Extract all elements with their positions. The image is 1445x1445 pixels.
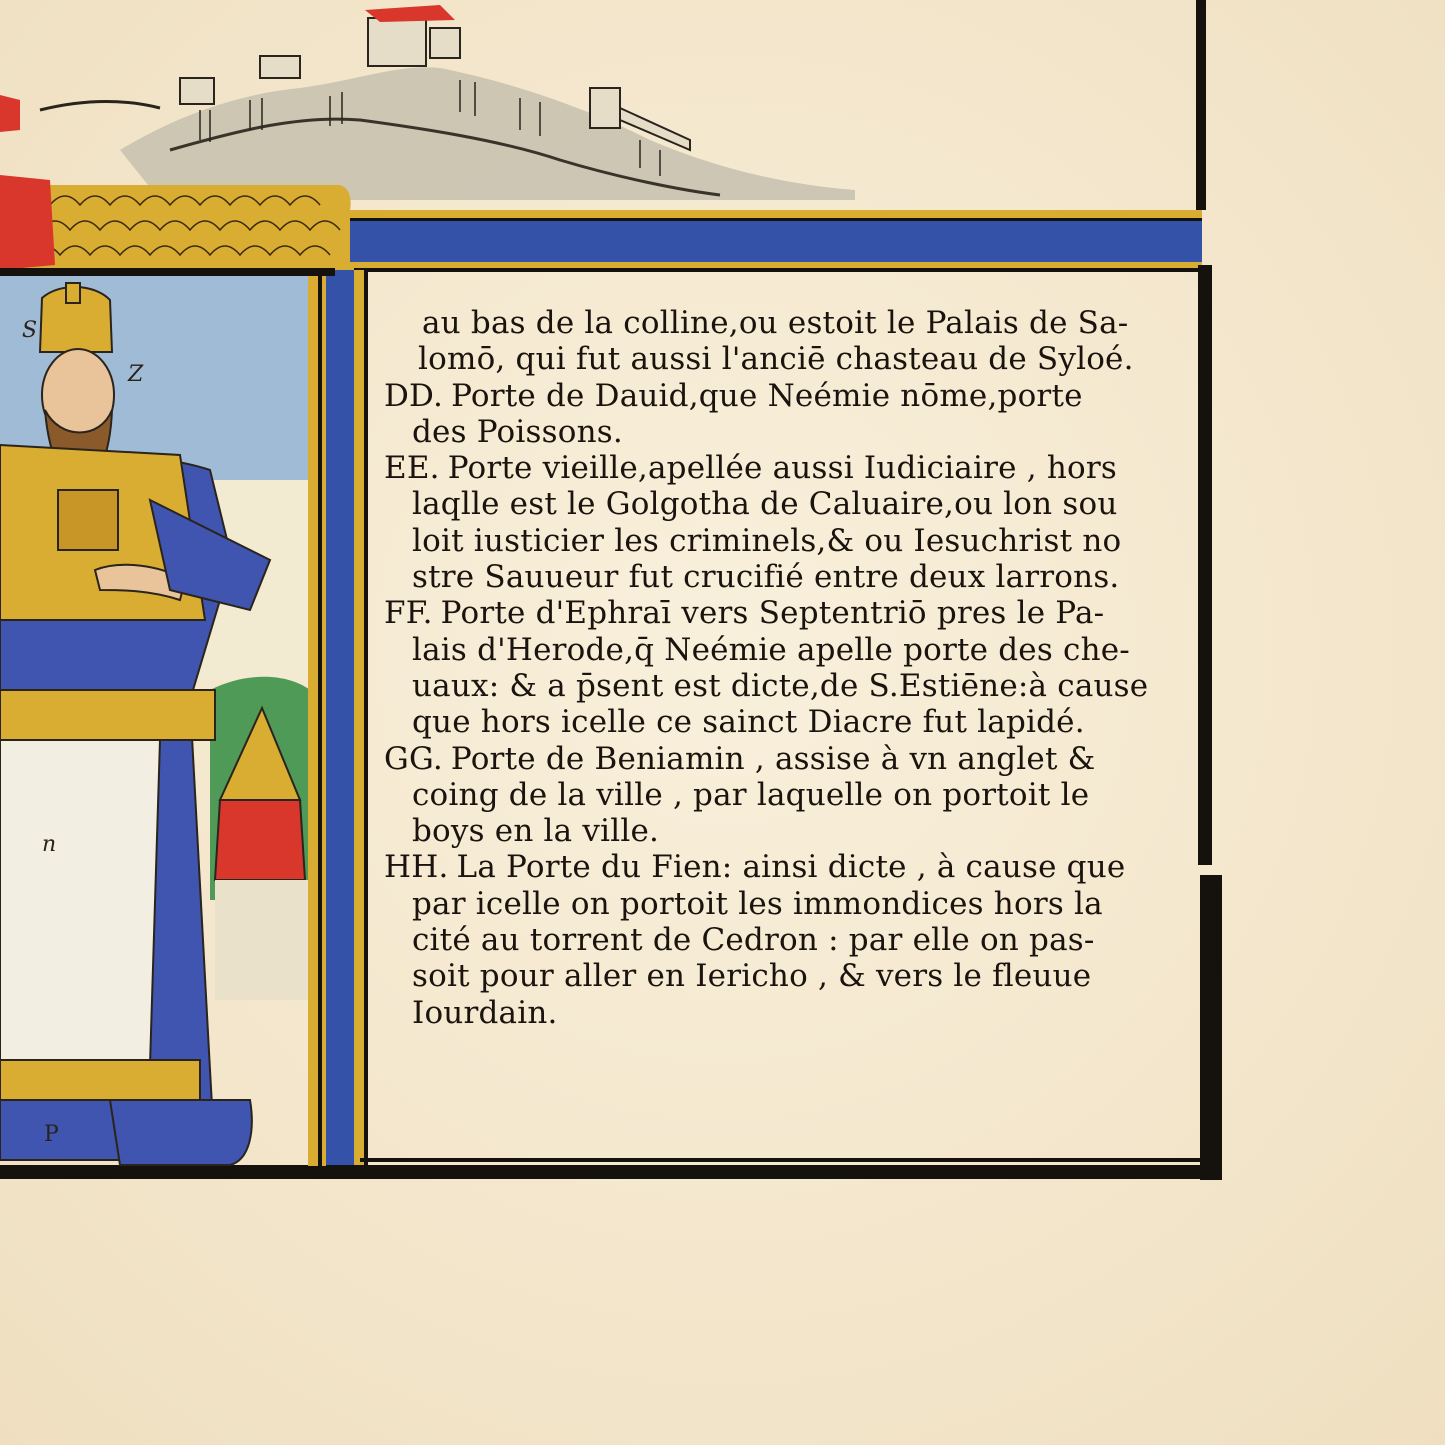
entry-label: EE. xyxy=(384,450,440,487)
legend-entry-line: stre Sauueur fut crucifié entre deux larrons. xyxy=(412,559,1120,596)
legend-entry-dd xyxy=(378,378,1178,414)
legend-entry-ee xyxy=(378,450,1178,486)
entry-label: HH. xyxy=(384,849,449,886)
legend-intro-line: au bas de la colline,ou estoit le Palais de Sa- xyxy=(422,305,1129,341)
legend-entry-gg xyxy=(378,741,1178,777)
legend-entry-line: uaux: & a p̄sent est dicte,de S.Estiēne:à cause xyxy=(412,667,1149,704)
entry-text: Porte de Dauid,que Neémie nōme,porte xyxy=(451,377,1083,414)
figure-letter-s: S xyxy=(22,318,38,343)
legend-entry-ff xyxy=(378,595,1178,631)
entry-text: Porte de Beniamin , assise à vn anglet & xyxy=(450,740,1096,777)
entry-text: Porte vieille,apellée aussi Iudiciaire , hors xyxy=(447,450,1117,487)
legend-entry-line: par icelle on portoit les immondices hors la xyxy=(412,885,1103,922)
entry-label: FF. xyxy=(384,595,433,632)
entry-label: GG. xyxy=(384,740,443,777)
outer-border-right-top xyxy=(1196,0,1206,210)
gate-legend-text xyxy=(378,305,1178,1145)
legend-entry-hh xyxy=(378,849,1178,885)
priest-panel xyxy=(0,175,351,1176)
figure-letter-n: n xyxy=(42,832,57,857)
legend-entry-line: lais d'Herode,q̄ Neémie apelle porte des che- xyxy=(412,631,1130,668)
legend-entry-line: soit pour aller en Iericho , & vers le fleuue xyxy=(412,958,1092,995)
figure-letter-z: Z xyxy=(128,362,144,387)
legend-entry-line: boys en la ville. xyxy=(412,813,660,850)
legend-intro-line: lomō, qui fut aussi l'anciē chasteau de Syloé. xyxy=(418,341,1134,378)
legend-entry-line: loit iusticier les criminels,& ou Iesuchrist no xyxy=(412,522,1122,559)
legend-entry-line: des Poissons. xyxy=(412,413,623,450)
entry-text: La Porte du Fien: ainsi dicte , à cause que xyxy=(456,849,1126,886)
legend-entry-line: laqlle est le Golgotha de Caluaire,ou lon sou xyxy=(412,486,1118,523)
legend-entry-line: Iourdain. xyxy=(412,994,558,1031)
legend-entry-line: coing de la ville , par laquelle on portoit le xyxy=(412,776,1090,813)
figure-letter-p: P xyxy=(44,1122,59,1147)
hill-with-walls xyxy=(0,5,855,200)
legend-entry-line: que hors icelle ce sainct Diacre fut lapidé. xyxy=(412,704,1085,741)
entry-label: DD. xyxy=(384,377,444,414)
legend-entry-line: cité au torrent de Cedron : par elle on pas- xyxy=(412,922,1095,959)
entry-text: Porte d'Ephraī vers Septentriō pres le Pa- xyxy=(440,595,1105,632)
